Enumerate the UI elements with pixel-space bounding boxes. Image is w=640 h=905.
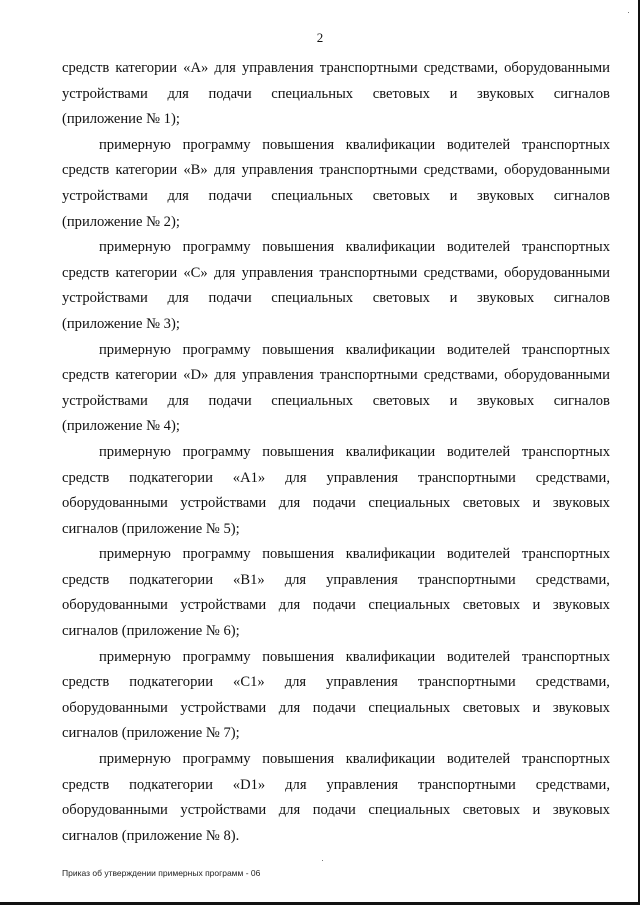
text-line: устройствами для подачи специальных световых и звуковых сигналов: [62, 85, 610, 102]
paragraph-first-line: примерную программу повышения квалификации водителей транспортных: [99, 648, 610, 665]
text-line: (приложение № 4);: [62, 418, 180, 435]
text-line: оборудованными устройствами для подачи специальных световых и звуковых: [62, 495, 610, 512]
text-line: сигналов (приложение № 5);: [62, 520, 240, 537]
paragraph-first-line: примерную программу повышения квалификации водителей транспортных: [99, 443, 610, 460]
paragraph-first-line: примерную программу повышения квалификации водителей транспортных: [99, 341, 610, 358]
text-line: устройствами для подачи специальных световых и звуковых сигналов: [62, 290, 610, 307]
text-line: средств категории «А» для управления транспортными средствами, оборудованными: [62, 60, 610, 76]
scan-speck: [628, 12, 629, 13]
text-line: сигналов (приложение № 6);: [62, 623, 240, 640]
paragraph-first-line: примерную программу повышения квалификации водителей транспортных: [99, 546, 610, 563]
text-line: (приложение № 2);: [62, 213, 180, 230]
body-text: [62, 56, 610, 849]
text-line: средств категории «В» для управления транспортными средствами, оборудованными: [62, 162, 610, 179]
paragraph-first-line: примерную программу повышения квалификации водителей транспортных: [99, 751, 610, 768]
text-line: средств категории «С» для управления транспортными средствами, оборудованными: [62, 264, 610, 281]
text-line: сигналов (приложение № 8).: [62, 827, 240, 844]
text-line: средств подкатегории «А1» для управления транспортными средствами,: [62, 469, 610, 486]
paragraph-first-line: примерную программу повышения квалификации водителей транспортных: [99, 136, 610, 153]
text-line: средств подкатегории «С1» для управления транспортными средствами,: [62, 674, 610, 691]
text-line: средств подкатегории «D1» для управления транспортными средствами,: [62, 776, 610, 793]
text-line: оборудованными устройствами для подачи специальных световых и звуковых: [62, 597, 610, 614]
text-line: средств подкатегории «В1» для управления транспортными средствами,: [62, 571, 610, 588]
text-line: устройствами для подачи специальных световых и звуковых сигналов: [62, 392, 610, 409]
text-line: оборудованными устройствами для подачи специальных световых и звуковых: [62, 699, 610, 716]
text-line: (приложение № 3);: [62, 315, 180, 332]
page-footer: Приказ об утверждении примерных программ - 06: [62, 868, 261, 878]
text-line: средств категории «D» для управления транспортными средствами, оборудованными: [62, 367, 610, 384]
scan-speck: [322, 860, 323, 861]
text-line: устройствами для подачи специальных световых и звуковых сигналов: [62, 187, 610, 204]
text-line: (приложение № 1);: [62, 111, 180, 128]
paragraph-first-line: примерную программу повышения квалификации водителей транспортных: [99, 239, 610, 256]
page-number: 2: [316, 30, 324, 45]
text-line: оборудованными устройствами для подачи специальных световых и звуковых: [62, 802, 610, 819]
text-line: сигналов (приложение № 7);: [62, 725, 240, 742]
